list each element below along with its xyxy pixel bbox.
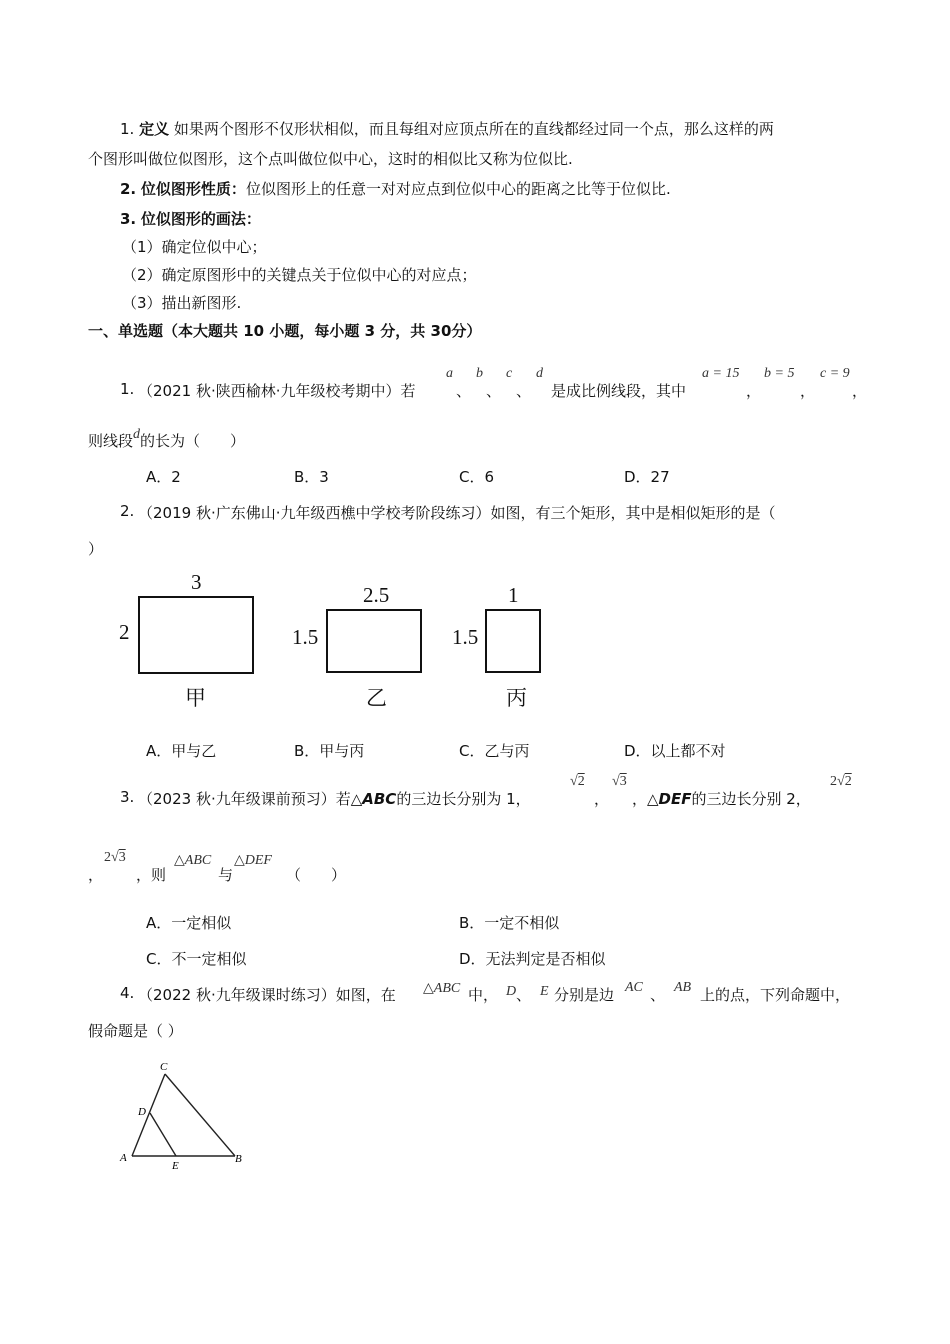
q4-sep: 、 — [650, 986, 666, 1004]
radicand: 3 — [118, 850, 126, 865]
q3-2sqrt3: 2√3 — [104, 850, 126, 865]
q3-number: 3. — [120, 788, 135, 806]
item-number: 2. — [120, 180, 137, 198]
q4-side-ac: AC — [625, 980, 643, 995]
q1-comma: ， — [800, 382, 816, 400]
q1-var-c: c — [506, 366, 513, 381]
q1-line2-text: 的长为（ ） — [140, 432, 246, 450]
q4-var-e: E — [540, 984, 549, 999]
q3-then: ，则 — [136, 866, 167, 884]
q3-sqrt2: √2 — [570, 774, 585, 789]
q3-option-d[interactable]: D．无法判定是否相似 — [459, 950, 606, 968]
item-number: 3. — [120, 210, 137, 228]
label-b: B — [235, 1153, 242, 1165]
item-number: 1. — [120, 120, 135, 138]
rect2-name: 乙 — [366, 686, 387, 710]
points-each: 3 — [364, 322, 376, 340]
item-text: 如果两个图形不仅形状相似，而且每组对应顶点所在的直线都经过同一个点，那么这样的两 — [173, 120, 774, 138]
q4-text-d: 上的点，下列命题中， — [700, 986, 851, 1004]
q1-option-b[interactable]: B．3 — [294, 468, 329, 486]
q4-text-c: 分别是边 — [554, 986, 615, 1004]
rect-bing — [485, 609, 541, 673]
item-text: 位似图形上的任意一对对应点到位似中心的距离之比等于位似比. — [245, 180, 671, 198]
q2-option-a[interactable]: A．甲与乙 — [146, 742, 217, 760]
q3-sqrt3: √3 — [612, 774, 627, 789]
q1-sep: 、 — [516, 382, 532, 400]
q1-sep: 、 — [456, 382, 472, 400]
step-3: （3）描出新图形. — [122, 294, 242, 312]
section-title — [88, 320, 481, 341]
rect3-top-label: 1 — [508, 583, 519, 607]
q1-eq-a: a = 15 — [702, 366, 740, 381]
q1-eq-b: b = 5 — [764, 366, 795, 381]
q2-close-paren: ） — [88, 540, 104, 558]
step-2: （2）确定原图形中的关键点关于位似中心的对应点； — [122, 266, 477, 284]
rect1-side-label: 2 — [119, 620, 130, 644]
q3-2sqrt2: 2√2 — [830, 774, 852, 789]
label-c: C — [160, 1061, 168, 1073]
item-title: 位似图形的画法： — [140, 210, 261, 228]
q4-triangle-figure — [110, 1055, 260, 1175]
total-points: 30 — [430, 322, 452, 340]
q3-line1 — [138, 788, 531, 809]
q3-text: 的三边长分别为 1， — [396, 790, 531, 808]
side-bc — [165, 1074, 235, 1156]
q1-option-a[interactable]: A．2 — [146, 468, 181, 486]
q4-number: 4. — [120, 984, 135, 1002]
rect-jia — [138, 596, 254, 674]
q3-yu: 与 — [218, 866, 234, 884]
rect2-top-label: 2.5 — [363, 583, 390, 607]
item-title: 位似图形性质： — [140, 180, 246, 198]
segment-de — [150, 1113, 176, 1156]
q3-tri-abc: ABC — [362, 790, 397, 808]
knowledge-item-2 — [120, 178, 671, 199]
coefficient: 2 — [104, 850, 111, 865]
q1-number: 1. — [120, 380, 135, 398]
rect-yi — [326, 609, 422, 673]
q1-sep: 、 — [486, 382, 502, 400]
rect3-name: 丙 — [506, 686, 527, 710]
q1-source: （2021 秋·陕西榆林·九年级校考期中）若 — [138, 382, 416, 400]
section-title-part: 分，共 — [380, 322, 426, 340]
q4-text-a: （2022 秋·九年级课时练习）如图，在 — [138, 986, 396, 1004]
radicand: 3 — [619, 774, 627, 789]
section-title-part: 分） — [451, 322, 482, 340]
q2-option-b[interactable]: B．甲与丙 — [294, 742, 365, 760]
q3-tri-def: DEF — [658, 790, 692, 808]
rect3-side-label: 1.5 — [452, 625, 479, 649]
q1-comma: ， — [746, 382, 762, 400]
radicand: 2 — [577, 774, 585, 789]
q3-text: （2023 秋·九年级课前预习）若△ — [138, 790, 363, 808]
q4-tri: △ABC — [423, 981, 461, 996]
q2-option-c[interactable]: C．乙与丙 — [459, 742, 530, 760]
q1-var-d: d — [133, 427, 141, 442]
q1-line2 — [88, 427, 246, 451]
q3-text: ，△ — [632, 790, 659, 808]
side-ac — [132, 1074, 165, 1156]
q1-var-d: d — [536, 366, 543, 381]
q2-option-d[interactable]: D．以上都不对 — [624, 742, 726, 760]
rect2-side-label: 1.5 — [292, 625, 319, 649]
q1-var-b: b — [476, 366, 483, 381]
q3-option-c[interactable]: C．不一定相似 — [146, 950, 247, 968]
q3-tri1: △ABC — [174, 853, 212, 868]
q3-comma: ， — [594, 790, 610, 808]
q2-number: 2. — [120, 502, 135, 520]
section-title-part: 一、单选题（本大题共 — [88, 322, 239, 340]
q3-tri2: △DEF — [234, 853, 272, 868]
radicand: 2 — [844, 774, 852, 789]
q3-line1b — [632, 788, 811, 809]
step-1: （1）确定位似中心； — [122, 238, 267, 256]
item-title: 定义 — [139, 120, 170, 138]
q4-var-d: D — [506, 984, 517, 999]
coefficient: 2 — [830, 774, 837, 789]
q1-line2-text: 则线段 — [88, 432, 134, 450]
q3-line2-comma: ， — [88, 866, 104, 884]
q1-comma: ， — [852, 382, 868, 400]
q2-text: （2019 秋·广东佛山·九年级西樵中学校考阶段练习）如图，有三个矩形，其中是相似矩形的是（ — [138, 504, 776, 522]
rect1-top-label: 3 — [191, 570, 202, 594]
q1-option-d[interactable]: D．27 — [624, 468, 670, 486]
q3-paren: （ ） — [286, 866, 347, 884]
knowledge-item-3 — [120, 208, 261, 229]
rect1-name: 甲 — [185, 686, 206, 710]
label-e: E — [172, 1160, 179, 1172]
section-title-part: 小题，每小题 — [269, 322, 360, 340]
q1-eq-c: c = 9 — [820, 366, 850, 381]
knowledge-item-1-line2: 个图形叫做位似图形，这个点叫做位似中心，这时的相似比又称为位似比. — [88, 150, 573, 168]
q4-side-ab: AB — [674, 980, 692, 995]
label-a: A — [120, 1152, 127, 1164]
q4-line2: 假命题是（ ） — [88, 1022, 183, 1040]
q3-option-a[interactable]: A．一定相似 — [146, 914, 232, 932]
q1-option-c[interactable]: C．6 — [459, 468, 495, 486]
knowledge-item-1 — [120, 118, 774, 139]
label-d: D — [138, 1106, 146, 1118]
q1-var-a: a — [446, 366, 453, 381]
q3-option-b[interactable]: B．一定不相似 — [459, 914, 560, 932]
q4-sep: 、 — [516, 986, 532, 1004]
q3-text: 的三边长分别 2， — [691, 790, 811, 808]
q4-text-b: 中， — [468, 986, 499, 1004]
question-count: 10 — [243, 322, 265, 340]
q1-mid-text: 是成比例线段，其中 — [551, 382, 687, 400]
